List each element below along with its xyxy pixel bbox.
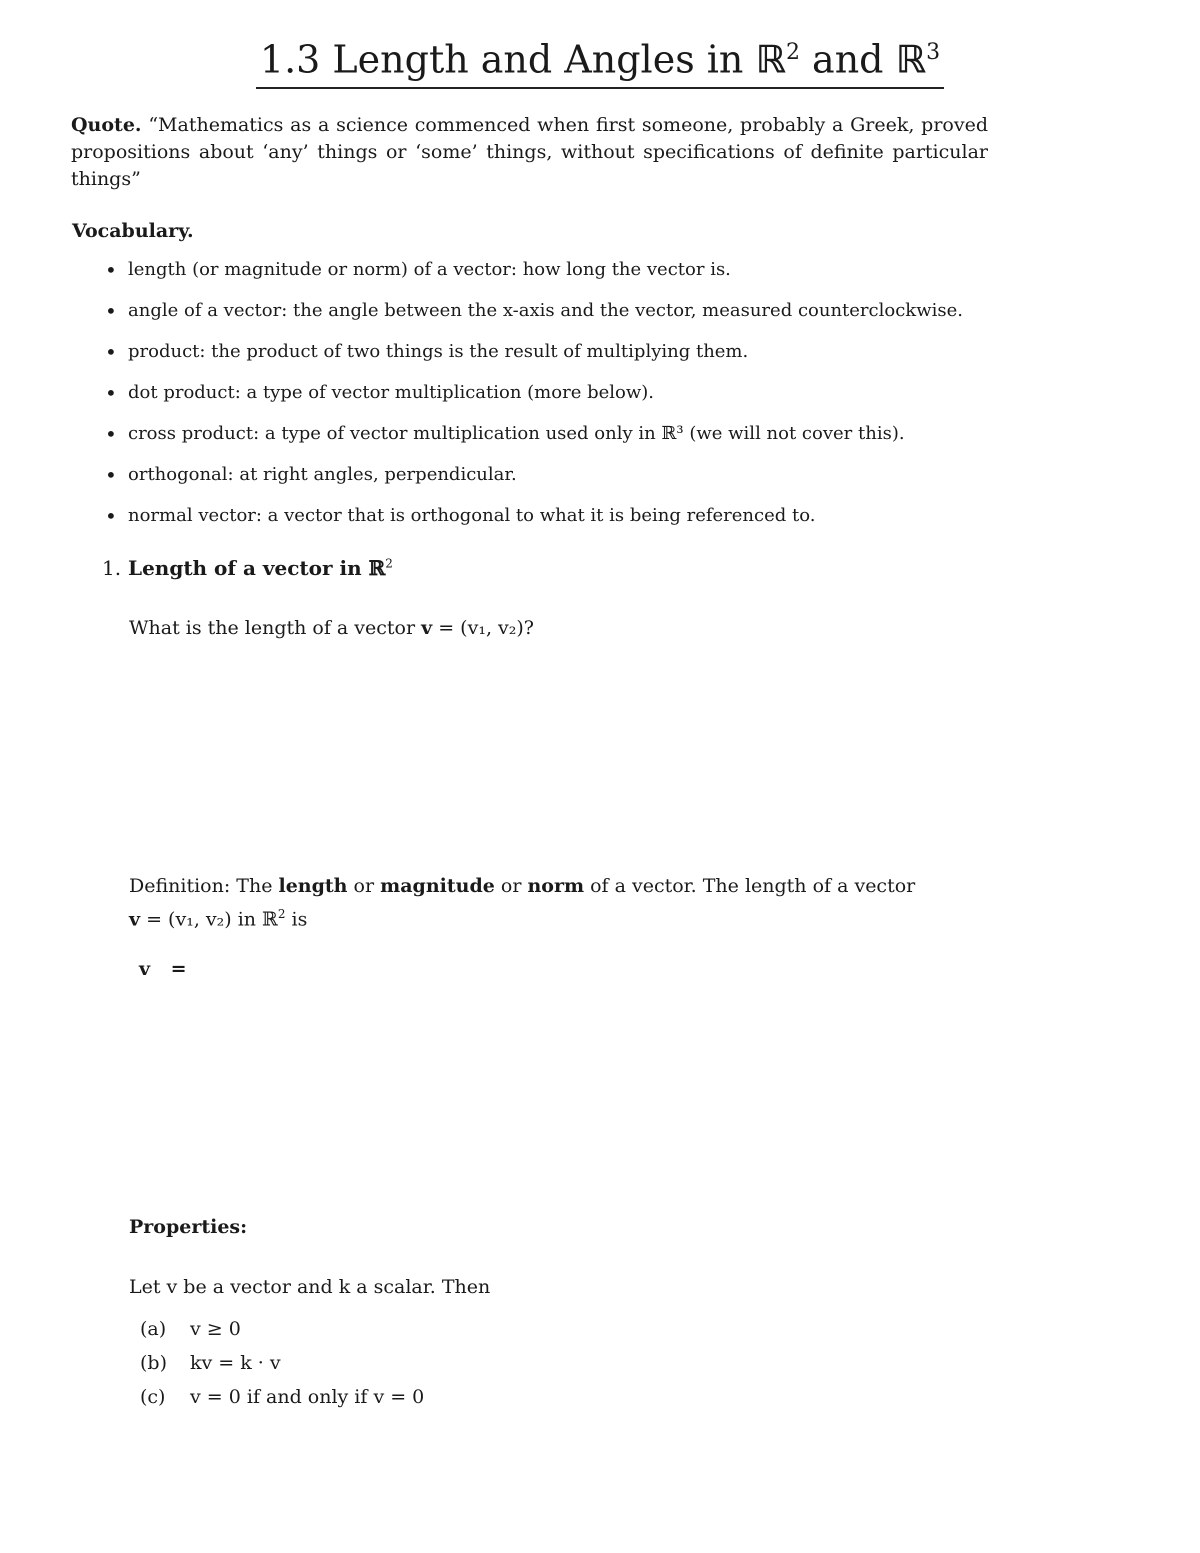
definition-term-norm: norm xyxy=(527,875,585,897)
definition-vector: v xyxy=(129,908,141,931)
vocabulary-item-text: dot product: a type of vector multiplication (more below). xyxy=(128,382,654,403)
bullet-icon: • xyxy=(105,299,117,323)
vocabulary-item xyxy=(105,258,1005,299)
section-heading xyxy=(102,556,393,580)
definition-lead: Definition: The xyxy=(129,875,273,897)
vocabulary-item xyxy=(105,422,1005,463)
page-title-underlined xyxy=(256,28,944,89)
vocabulary-item-text: angle of a vector: the angle between the x-axis and the vector, measured counterclockwise. xyxy=(128,300,963,321)
vocabulary-item xyxy=(105,299,1005,340)
question-suffix: = (v₁, v₂)? xyxy=(438,617,534,639)
vocabulary-item-text: orthogonal: at right angles, perpendicular. xyxy=(128,464,517,485)
definition-tail-exponent: 2 xyxy=(277,907,286,921)
section-number: 1. xyxy=(102,556,122,580)
vocabulary-heading: Vocabulary. xyxy=(72,220,194,242)
quote-label: Quote. xyxy=(71,114,142,136)
property-item xyxy=(140,1386,424,1420)
property-item xyxy=(140,1318,424,1352)
vocabulary-item xyxy=(105,381,1005,422)
definition-or: or xyxy=(353,875,375,897)
property-label: (c) xyxy=(140,1386,166,1408)
property-text: v ≥ 0 xyxy=(190,1318,241,1340)
definition-end: is xyxy=(291,908,308,931)
definition-paragraph xyxy=(129,872,988,933)
definition-mid: of a vector. The length of a vector xyxy=(590,875,916,897)
vocabulary-item xyxy=(105,463,1005,504)
question-vector: v xyxy=(421,617,433,639)
question-prefix: What is the length of a vector xyxy=(129,617,416,639)
title-and: and xyxy=(812,37,884,82)
section-title-exponent: 2 xyxy=(385,556,393,571)
quote-text: “Mathematics as a science commenced when first someone, probably a Greek, proved propositions about ‘any’ things or ‘some’ things, without specifications of definite particular things” xyxy=(71,114,989,190)
title-text: 1.3 Length and Angles in xyxy=(259,37,744,82)
section-title: Length of a vector in ℝ xyxy=(128,556,386,580)
vocabulary-item-text: product: the product of two things is the result of multiplying them. xyxy=(128,341,749,362)
property-label: (a) xyxy=(140,1318,167,1340)
properties-heading: Properties: xyxy=(129,1216,248,1238)
norm-equation: v = xyxy=(139,958,187,980)
bullet-icon: • xyxy=(105,504,117,528)
properties-intro: Let v be a vector and k a scalar. Then xyxy=(129,1276,491,1298)
r2-symbol: ℝ xyxy=(755,37,786,82)
definition-tail: = (v₁, v₂) in ℝ xyxy=(146,908,278,931)
definition-term-magnitude: magnitude xyxy=(380,875,495,897)
property-item xyxy=(140,1352,424,1386)
bullet-icon: • xyxy=(105,422,117,446)
r3-exponent: 3 xyxy=(926,40,941,65)
bullet-icon: • xyxy=(105,258,117,282)
r2-exponent: 2 xyxy=(785,40,800,65)
vocabulary-item-text: normal vector: a vector that is orthogonal to what it is being referenced to. xyxy=(128,505,816,526)
vocabulary-item xyxy=(105,504,1005,545)
property-text: v = 0 if and only if v = 0 xyxy=(190,1386,425,1408)
page-title xyxy=(0,28,1200,89)
vocabulary-list xyxy=(105,258,1005,545)
length-question xyxy=(129,617,534,639)
r3-symbol: ℝ xyxy=(895,37,927,82)
bullet-icon: • xyxy=(105,463,117,487)
vocabulary-item-text: length (or magnitude or norm) of a vector: how long the vector is. xyxy=(128,259,731,280)
properties-list xyxy=(140,1318,424,1420)
bullet-icon: • xyxy=(105,340,117,364)
quote-paragraph xyxy=(71,112,988,193)
vocabulary-item-text: cross product: a type of vector multiplication used only in ℝ³ (we will not cover this). xyxy=(128,423,905,444)
property-text: kv = k · v xyxy=(190,1352,281,1374)
vocabulary-item xyxy=(105,340,1005,381)
definition-or: or xyxy=(500,875,522,897)
definition-term-length: length xyxy=(278,875,348,897)
bullet-icon: • xyxy=(105,381,117,405)
property-label: (b) xyxy=(140,1352,167,1374)
